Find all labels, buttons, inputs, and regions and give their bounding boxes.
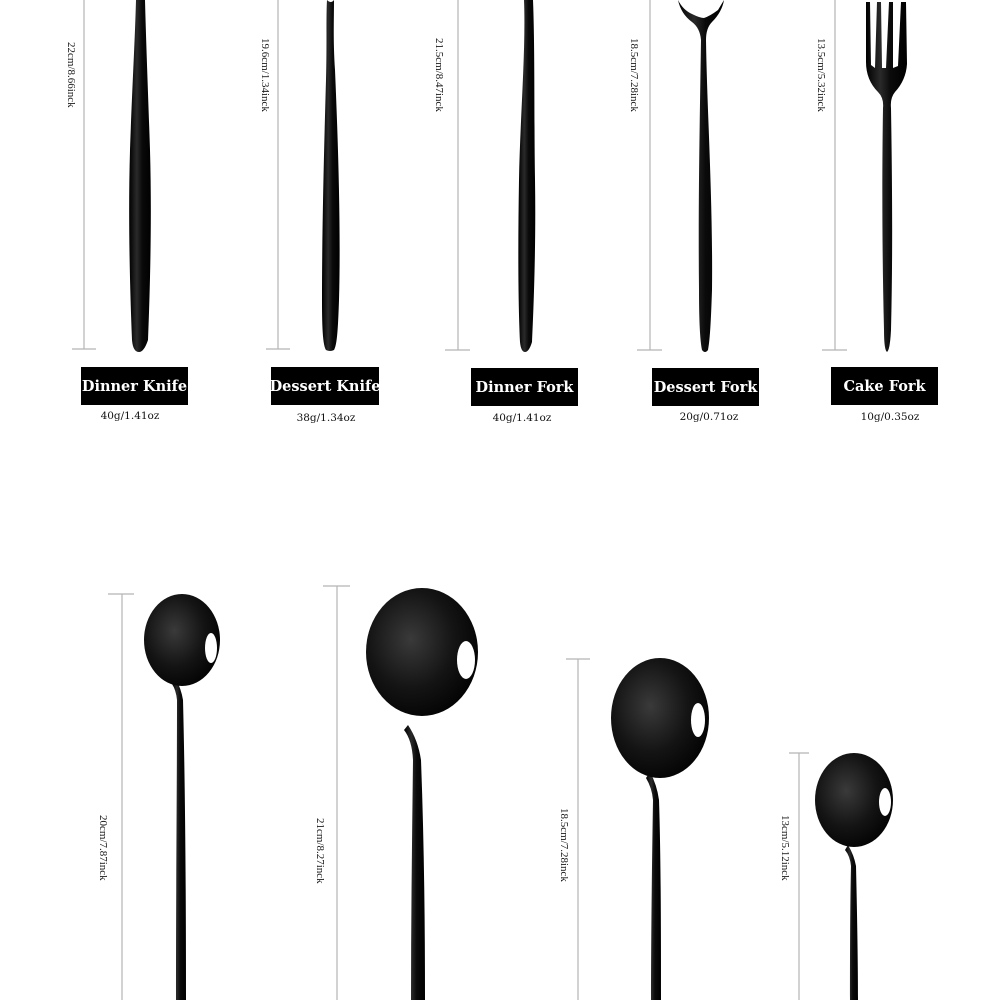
dessert-fork	[678, 0, 724, 352]
length-label: 19.6cm/1.34inck	[259, 38, 271, 112]
length-label: 18.5cm/7.28inck	[558, 808, 570, 882]
weight-dinner-knife: 40g/1.41oz	[100, 410, 160, 422]
weight-cake-fork: 10g/0.35oz	[860, 411, 920, 423]
weight-dessert-knife: 38g/1.34oz	[296, 412, 356, 424]
dinner-fork	[518, 0, 535, 352]
length-label: 13cm/5.12inck	[779, 815, 791, 881]
soup-spoon	[366, 588, 478, 1000]
label-dessert-fork: Dessert Fork	[652, 368, 759, 406]
label-dessert-knife: Dessert Knife	[271, 367, 379, 405]
dessert-spoon	[611, 658, 709, 1000]
weight-dessert-fork: 20g/0.71oz	[679, 411, 739, 423]
length-label: 13.5cm/5.32inck	[815, 38, 827, 112]
length-label: 18.5cm/7.28inck	[628, 38, 640, 112]
tea-spoon	[815, 753, 893, 1000]
dinner-knife	[129, 0, 151, 352]
label-dinner-knife: Dinner Knife	[81, 367, 188, 405]
length-label: 21cm/8.27inck	[314, 818, 326, 884]
weight-dinner-fork: 40g/1.41oz	[492, 412, 552, 424]
top-dimension-lines	[72, 0, 847, 350]
length-label: 21.5cm/8.47inck	[433, 38, 445, 112]
long-spoon	[144, 594, 220, 1000]
top-length-labels	[65, 38, 827, 112]
dessert-knife	[322, 0, 340, 351]
bottom-length-labels	[97, 808, 791, 884]
length-label: 20cm/7.87inck	[97, 815, 109, 881]
label-dinner-fork: Dinner Fork	[471, 368, 578, 406]
length-label: 22cm/8.66inck	[65, 42, 77, 108]
cake-fork	[866, 2, 907, 352]
label-cake-fork: Cake Fork	[831, 367, 938, 405]
